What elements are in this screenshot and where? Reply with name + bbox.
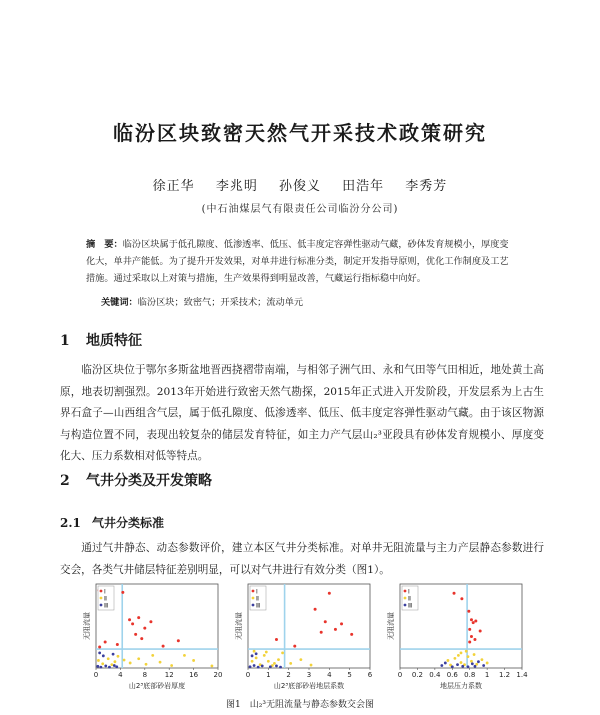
y-axis-label: 无阻流量 (387, 612, 395, 640)
section-1-heading (60, 330, 142, 350)
scatter-chart-1 (82, 580, 222, 692)
data-point-class1 (328, 592, 331, 595)
legend-marker-class1 (100, 590, 103, 593)
section-2-1-title: 气井分类标准 (92, 516, 165, 530)
legend (250, 586, 266, 610)
data-point-class2 (289, 662, 292, 665)
data-point-class2 (253, 650, 256, 653)
data-point-class3 (251, 654, 254, 657)
data-point-class2 (467, 655, 470, 658)
data-point-class2 (183, 654, 186, 657)
data-point-class2 (447, 659, 450, 662)
legend-label-class3: Ⅲ (408, 602, 413, 610)
data-point-class2 (151, 654, 154, 657)
x-tick-label: 0 (93, 671, 99, 679)
author-4: 田浩年 (342, 179, 385, 194)
legend-label-class3: Ⅲ (104, 602, 109, 610)
data-point-class2 (117, 655, 120, 658)
y-axis-label: 无阻流量 (83, 612, 91, 640)
data-point-class1 (453, 592, 456, 595)
section-2-heading (60, 470, 212, 490)
data-point-class1 (275, 638, 278, 641)
keywords-text: 临汾区块；致密气；开采技术；流动单元 (137, 297, 304, 308)
x-tick-label: 16 (189, 671, 199, 679)
data-point-class1 (314, 608, 317, 611)
data-point-class1 (104, 640, 107, 643)
data-point-class2 (460, 651, 463, 654)
data-point-class2 (251, 660, 254, 663)
data-point-class3 (96, 665, 99, 668)
data-point-class3 (471, 662, 474, 665)
data-point-class2 (145, 663, 148, 666)
data-point-class1 (350, 633, 353, 636)
section-2-title: 气井分类及开发策略 (86, 473, 212, 489)
data-point-class2 (281, 651, 284, 654)
x-axis-label: 山2³底部砂岩厚度 (128, 682, 186, 690)
section-2-1-heading (60, 514, 164, 531)
data-point-class3 (261, 665, 264, 668)
data-point-class1 (473, 638, 476, 641)
figure-panel-2 (234, 580, 374, 692)
data-point-class2 (273, 662, 276, 665)
data-point-class3 (255, 652, 258, 655)
data-point-class2 (107, 657, 110, 660)
data-point-class1 (340, 622, 343, 625)
data-point-class2 (465, 650, 468, 653)
data-point-class2 (277, 658, 280, 661)
data-point-class1 (98, 646, 101, 649)
x-tick-label: 1.4 (516, 671, 528, 679)
abstract-label: 摘 要： (86, 239, 123, 250)
x-tick-label: 20 (213, 671, 223, 679)
data-point-class1 (474, 619, 477, 622)
x-axis-label: 地层压力系数 (440, 682, 482, 690)
abstract (86, 236, 512, 287)
legend-marker-class1 (404, 590, 407, 593)
x-tick-label: 5 (347, 671, 352, 679)
author-5: 李秀芳 (405, 179, 448, 194)
data-point-class2 (454, 657, 457, 660)
legend-marker-class2 (100, 597, 103, 600)
data-point-class3 (98, 651, 101, 654)
data-point-class1 (479, 630, 482, 633)
plot-frame (96, 584, 218, 668)
data-point-class3 (477, 660, 480, 663)
section-1-paragraph: 临汾区块位于鄂尔多斯盆地晋西挠褶带南端，与相邻子洲气田、永和气田等气田相近，地处黄土高原，地表切割强烈。2013年开始进行致密天然气勘探，2015年正式进入开发阶段，开发层系为上古生界石盒子—山西组含气层，属于低孔隙度、低渗透率、低压、低丰度定容弹性驱动气藏。由于该区物源与构造位置不同，表现出较复杂的储层发育特征，如主力产气层山₂³亚段具有砂体发育规模小、厚度变化大、压力系数相对低等特点。 (60, 364, 544, 462)
data-point-class3 (253, 664, 256, 667)
data-point-class3 (112, 653, 115, 656)
x-tick-label: 1 (266, 671, 271, 679)
scatter-chart-2 (234, 580, 374, 692)
legend (98, 586, 114, 610)
data-point-class3 (275, 665, 278, 668)
legend-label-class1: Ⅰ (408, 588, 410, 596)
data-point-class1 (121, 591, 124, 594)
data-point-class3 (257, 666, 260, 669)
x-tick-label: 4 (327, 671, 332, 679)
legend (402, 586, 418, 610)
author-1: 徐正华 (152, 179, 195, 194)
data-point-class2 (299, 658, 302, 661)
data-point-class1 (470, 635, 473, 638)
data-point-class1 (468, 628, 471, 631)
legend-label-class3: Ⅲ (256, 602, 261, 610)
plot-frame (248, 584, 370, 668)
x-tick-label: 1.2 (499, 671, 511, 679)
data-point-class3 (108, 666, 111, 669)
data-point-class2 (97, 659, 100, 662)
legend-label-class2: Ⅱ (256, 595, 259, 603)
data-point-class3 (279, 666, 282, 669)
legend-marker-class2 (252, 597, 255, 600)
x-tick-label: 2 (286, 671, 291, 679)
data-point-class2 (129, 662, 132, 665)
data-point-class2 (137, 657, 140, 660)
data-point-class1 (128, 618, 131, 621)
data-point-class3 (467, 665, 470, 668)
data-point-class3 (269, 665, 272, 668)
data-point-class1 (467, 610, 470, 613)
plot-frame (400, 584, 522, 668)
data-point-class3 (102, 654, 105, 657)
legend-label-class2: Ⅱ (104, 595, 107, 603)
x-tick-label: 0.8 (464, 671, 476, 679)
x-tick-label: 1 (484, 671, 490, 679)
data-point-class1 (162, 645, 165, 648)
data-point-class2 (255, 657, 258, 660)
data-point-class1 (137, 616, 140, 619)
legend-marker-class3 (404, 604, 407, 607)
data-point-class2 (473, 653, 476, 656)
section-1-number: 1 (60, 333, 70, 349)
data-point-class3 (440, 664, 443, 667)
data-point-class1 (140, 637, 143, 640)
data-point-class2 (123, 659, 126, 662)
data-point-class2 (265, 651, 268, 654)
data-point-class3 (444, 662, 447, 665)
data-point-class2 (267, 660, 270, 663)
x-tick-label: 8 (142, 671, 148, 679)
legend-marker-class3 (100, 604, 103, 607)
x-tick-label: 0.4 (429, 671, 441, 679)
affiliation: (中石油煤层气有限责任公司临汾分公司) (201, 204, 399, 215)
data-point-class1 (320, 631, 323, 634)
legend-label-class1: Ⅰ (104, 588, 106, 596)
author-2: 李兆明 (215, 179, 258, 194)
x-tick-label: 0.6 (446, 671, 458, 679)
data-point-class3 (99, 666, 102, 669)
x-axis-label: 山2³底部砂岩地层系数 (273, 682, 345, 690)
section-1-title: 地质特征 (86, 333, 142, 349)
data-point-class1 (334, 628, 337, 631)
legend-marker-class3 (252, 604, 255, 607)
data-point-class3 (113, 664, 116, 667)
data-point-class2 (159, 661, 162, 664)
x-tick-label: 3 (306, 671, 312, 679)
data-point-class2 (110, 663, 113, 666)
x-tick-label: 0 (397, 671, 403, 679)
data-point-class2 (457, 654, 460, 657)
figure-panel-3 (386, 580, 526, 692)
legend-marker-class1 (252, 590, 255, 593)
keywords-label: 关键词： (101, 297, 138, 308)
data-point-class1 (149, 620, 152, 623)
data-point-class3 (456, 663, 459, 666)
legend-label-class2: Ⅱ (408, 595, 411, 603)
data-point-class1 (116, 643, 119, 646)
x-tick-label: 0.2 (411, 671, 423, 679)
data-point-class1 (472, 621, 475, 624)
legend-label-class1: Ⅰ (256, 588, 258, 596)
y-axis-label: 无阻流量 (235, 612, 243, 640)
data-point-class2 (481, 658, 484, 661)
figure-panel-1 (82, 580, 222, 692)
legend-marker-class2 (404, 597, 407, 600)
x-tick-label: 6 (367, 671, 373, 679)
data-point-class1 (460, 597, 463, 600)
data-point-class2 (101, 662, 104, 665)
data-point-class3 (474, 665, 477, 668)
data-point-class1 (468, 640, 471, 643)
data-point-class1 (131, 622, 134, 625)
x-tick-label: 0 (245, 671, 251, 679)
data-point-class1 (324, 620, 327, 623)
keywords (101, 296, 521, 310)
section-2-1-paragraph: 通过气井静态、动态参数评价，建立本区气井分类标准。对单井无阻流量与主力产层静态参数进行交会，各类气井储层特征差别明显，可以对气井进行有效分类（图1）。 (60, 542, 544, 576)
data-point-class3 (249, 665, 252, 668)
author-3: 孙俊义 (278, 179, 321, 194)
data-point-class1 (143, 627, 146, 630)
paper-title: 临汾区块致密天然气开采技术政策研究 (113, 121, 487, 145)
data-point-class2 (470, 660, 473, 663)
data-point-class3 (104, 665, 107, 668)
figure-caption: 图1 山₂³无阻流量与静态参数交会图 (226, 700, 374, 710)
scatter-chart-3 (386, 580, 526, 692)
data-point-class2 (263, 654, 266, 657)
x-tick-label: 12 (164, 671, 174, 679)
data-point-class1 (293, 645, 296, 648)
data-point-class2 (192, 659, 195, 662)
data-point-class3 (482, 664, 485, 667)
section-2-number: 2 (60, 473, 70, 489)
data-point-class2 (211, 665, 214, 668)
abstract-text: 临汾区块属于低孔隙度、低渗透率、低压、低丰度定容弹性驱动气藏，砂体发育规模小，厚度变化大，单井产能低。为了提升开发效果，对单井进行标准分类，制定开发指导原则，优化工作制度及工艺措施。通过采取以上对策与措施，生产效果得到明显改善，气藏运行指标稳中向好。 (86, 239, 509, 284)
author-list (0, 175, 600, 194)
data-point-class1 (177, 639, 180, 642)
data-point-class3 (461, 665, 464, 668)
data-point-class1 (134, 633, 137, 636)
data-point-class2 (114, 660, 117, 663)
data-point-class2 (170, 664, 173, 667)
section-2-1-number: 2.1 (60, 516, 81, 530)
data-point-class2 (310, 664, 313, 667)
data-point-class3 (115, 665, 118, 668)
data-point-class2 (460, 661, 463, 664)
x-tick-label: 4 (118, 671, 123, 679)
data-point-class1 (470, 618, 473, 621)
data-point-class2 (486, 662, 489, 665)
data-point-class3 (451, 665, 454, 668)
